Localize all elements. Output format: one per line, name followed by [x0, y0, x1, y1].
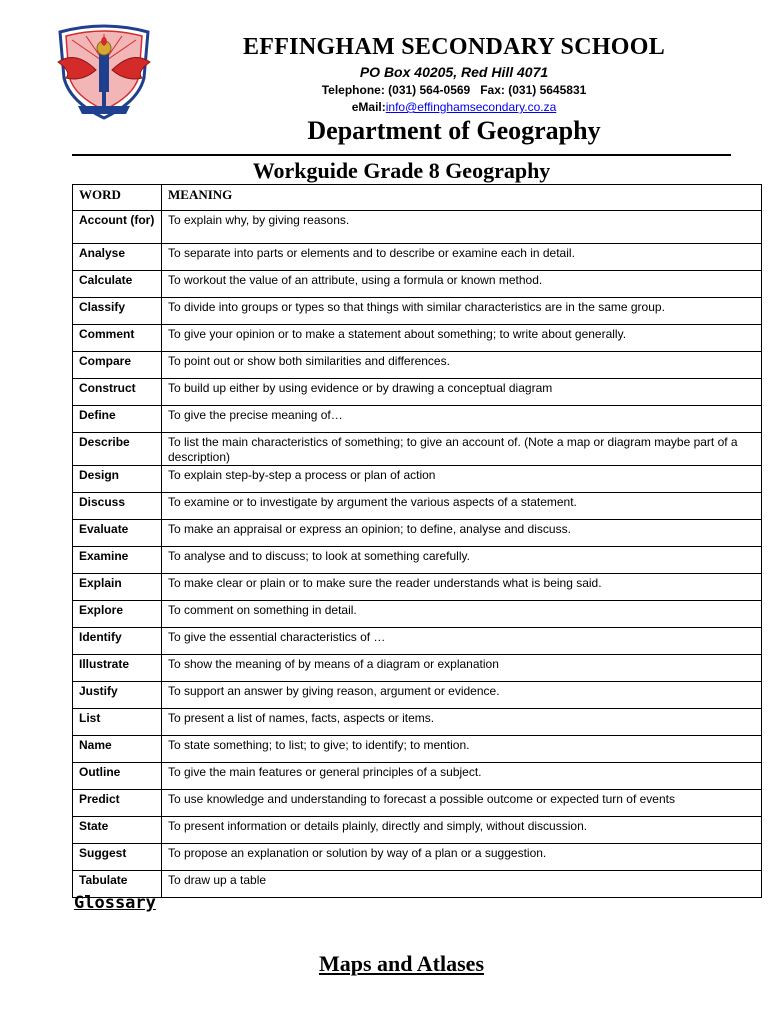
meaning-cell: To analyse and to discuss; to look at something carefully. [162, 547, 762, 574]
table-row [73, 574, 762, 601]
table-row [73, 520, 762, 547]
word-cell: Explain [73, 574, 162, 601]
word-cell: Suggest [73, 844, 162, 871]
table-row [73, 406, 762, 433]
glossary-heading: Glossary [74, 893, 156, 913]
word-cell: Outline [73, 763, 162, 790]
fax: Fax: (031) 5645831 [480, 83, 587, 97]
table-header-row [73, 185, 762, 211]
meaning-cell: To divide into groups or types so that things with similar characteristics are in the same group. [162, 298, 762, 325]
meaning-cell: To explain step-by-step a process or plan of action [162, 466, 762, 493]
table-row [73, 244, 762, 271]
word-cell: Calculate [73, 271, 162, 298]
meaning-cell: To point out or show both similarities and differences. [162, 352, 762, 379]
word-cell: Describe [73, 433, 162, 466]
table-row [73, 547, 762, 574]
word-column-header: WORD [73, 185, 162, 211]
table-row [73, 433, 762, 466]
word-cell: Illustrate [73, 655, 162, 682]
table-row [73, 352, 762, 379]
word-cell: Analyse [73, 244, 162, 271]
school-name: EFFINGHAM SECONDARY SCHOOL [242, 34, 666, 60]
meaning-cell: To give the essential characteristics of … [162, 628, 762, 655]
meaning-cell: To show the meaning of by means of a diagram or explanation [162, 655, 762, 682]
table-row [73, 466, 762, 493]
meaning-cell: To list the main characteristics of something; to give an account of. (Note a map or diagram maybe part of a description) [162, 433, 762, 466]
word-cell: Evaluate [73, 520, 162, 547]
word-cell: Predict [73, 790, 162, 817]
meaning-cell: To make clear or plain or to make sure the reader understands what is being said. [162, 574, 762, 601]
word-cell: Justify [73, 682, 162, 709]
table-row [73, 493, 762, 520]
word-cell: List [73, 709, 162, 736]
meaning-cell: To explain why, by giving reasons. [162, 211, 762, 244]
table-row [73, 601, 762, 628]
meaning-cell: To give your opinion or to make a statement about something; to write about generally. [162, 325, 762, 352]
word-cell: Design [73, 466, 162, 493]
workguide-title: Workguide Grade 8 Geography [252, 158, 551, 183]
email-link[interactable]: info@effinghamsecondary.co.za [385, 100, 557, 114]
word-cell: Tabulate [73, 871, 162, 898]
meaning-cell: To use knowledge and understanding to forecast a possible outcome or expected turn of events [162, 790, 762, 817]
meaning-cell: To give the main features or general principles of a subject. [162, 763, 762, 790]
school-crest-logo [52, 22, 156, 122]
telephone: Telephone: (031) 564-0569 [321, 83, 471, 97]
word-cell: Identify [73, 628, 162, 655]
table-row [73, 628, 762, 655]
table-row [73, 298, 762, 325]
school-address: PO Box 40205, Red Hill 4071 [359, 64, 549, 80]
meaning-cell: To separate into parts or elements and to describe or examine each in detail. [162, 244, 762, 271]
meaning-cell: To examine or to investigate by argument the various aspects of a statement. [162, 493, 762, 520]
maps-atlases-heading: Maps and Atlases [318, 951, 485, 976]
email-label: eMail: [351, 100, 386, 114]
table-row [73, 844, 762, 871]
meaning-cell: To comment on something in detail. [162, 601, 762, 628]
meaning-cell: To build up either by using evidence or by drawing a conceptual diagram [162, 379, 762, 406]
meaning-column-header: MEANING [162, 185, 762, 211]
word-cell: Classify [73, 298, 162, 325]
table-row [73, 325, 762, 352]
word-cell: Discuss [73, 493, 162, 520]
contact-email [160, 100, 748, 114]
table-row [73, 211, 762, 244]
meaning-cell: To present information or details plainly, directly and simply, without discussion. [162, 817, 762, 844]
word-cell: Construct [73, 379, 162, 406]
table-row [73, 271, 762, 298]
department-title: Department of Geography [307, 116, 601, 145]
word-cell: Name [73, 736, 162, 763]
word-cell: Comment [73, 325, 162, 352]
school-crest-icon [52, 22, 156, 122]
table-row [73, 709, 762, 736]
table-row [73, 763, 762, 790]
meaning-cell: To give the precise meaning of… [162, 406, 762, 433]
meaning-cell: To draw up a table [162, 871, 762, 898]
word-cell: State [73, 817, 162, 844]
word-cell: Explore [73, 601, 162, 628]
meaning-cell: To workout the value of an attribute, using a formula or known method. [162, 271, 762, 298]
header-divider [72, 154, 731, 156]
table-row [73, 655, 762, 682]
meaning-cell: To propose an explanation or solution by way of a plan or a suggestion. [162, 844, 762, 871]
table-row [73, 817, 762, 844]
meaning-cell: To make an appraisal or express an opinion; to define, analyse and discuss. [162, 520, 762, 547]
meaning-cell: To present a list of names, facts, aspects or items. [162, 709, 762, 736]
table-row [73, 379, 762, 406]
word-cell: Account (for) [73, 211, 162, 244]
meaning-cell: To state something; to list; to give; to identify; to mention. [162, 736, 762, 763]
table-row [73, 871, 762, 898]
meaning-cell: To support an answer by giving reason, argument or evidence. [162, 682, 762, 709]
word-cell: Compare [73, 352, 162, 379]
table-row [73, 682, 762, 709]
table-row [73, 736, 762, 763]
contact-numbers [160, 83, 748, 97]
table-row [73, 790, 762, 817]
word-cell: Define [73, 406, 162, 433]
glossary-table [72, 184, 762, 898]
word-cell: Examine [73, 547, 162, 574]
